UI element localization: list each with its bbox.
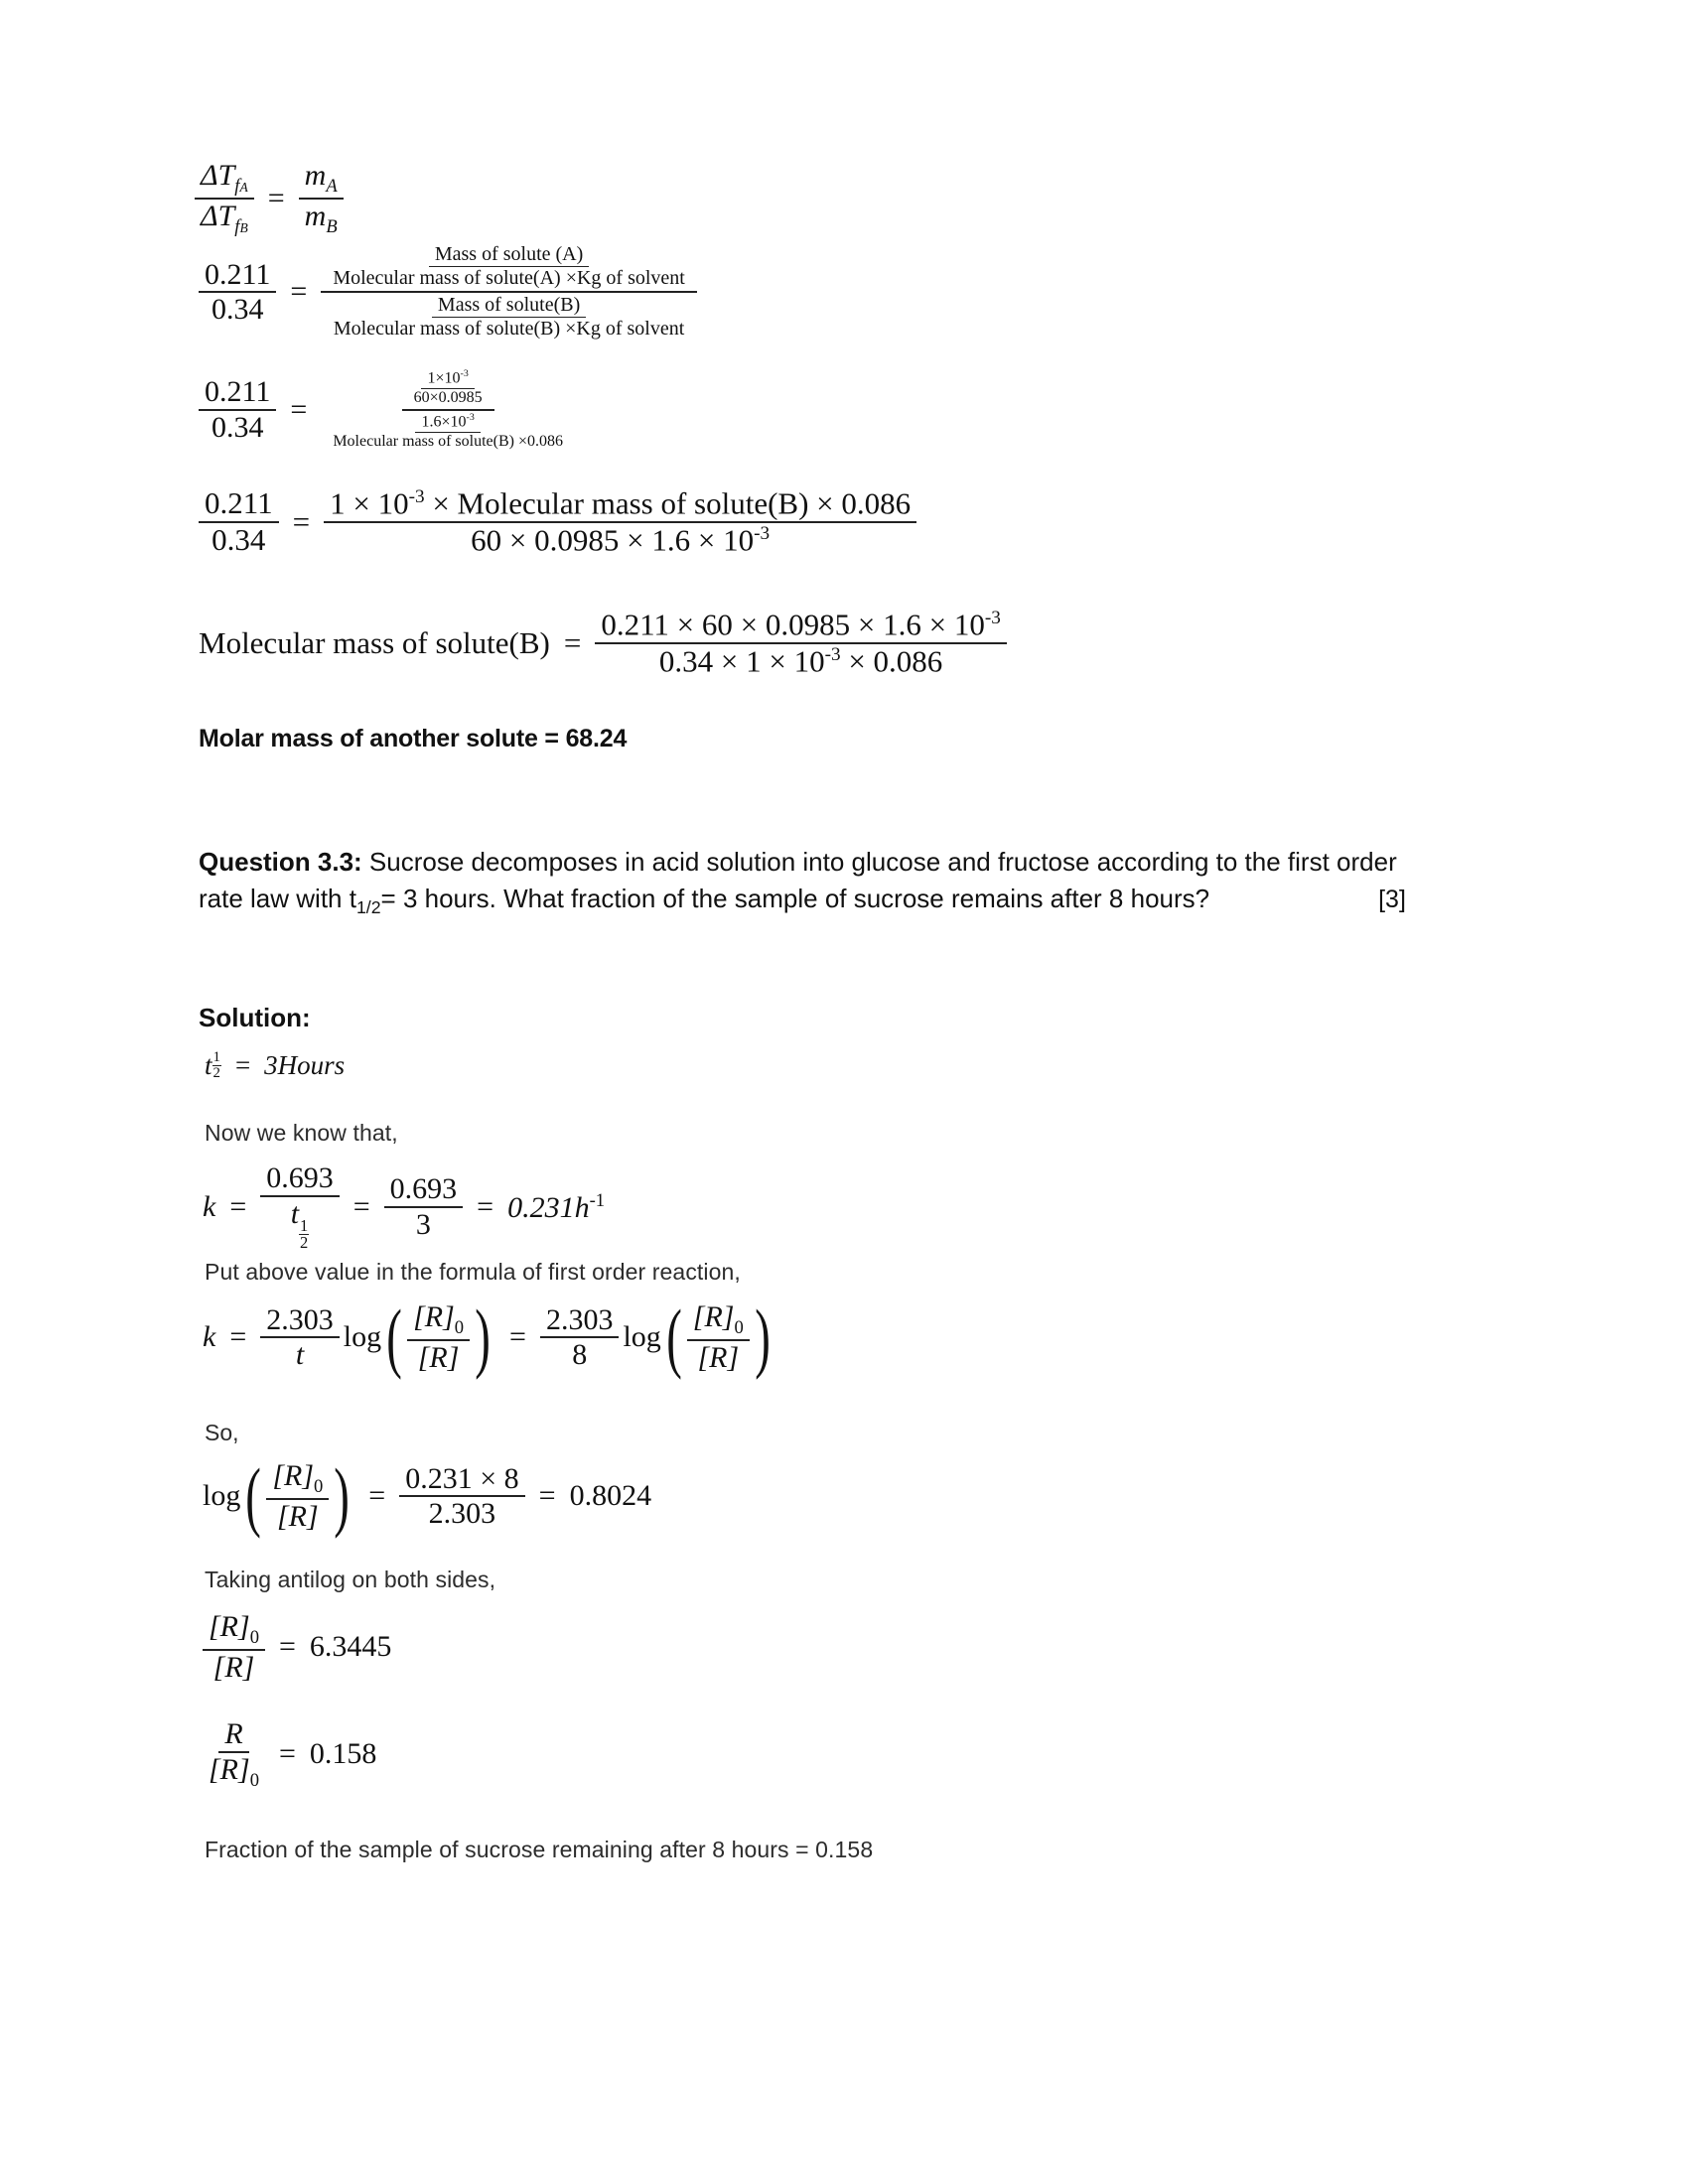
eq10-den: [R] bbox=[212, 1650, 255, 1684]
equals-sign bbox=[265, 1631, 310, 1663]
eq1-rhs-den: m bbox=[304, 199, 327, 232]
eq7-result-exp: -1 bbox=[589, 1189, 606, 1211]
fraction-numeric-a bbox=[408, 368, 489, 408]
eq2-rhs-bot-num: Mass of solute(B) bbox=[432, 294, 586, 318]
equation-half-life bbox=[205, 1050, 345, 1081]
fraction-R0-over-R bbox=[687, 1300, 750, 1374]
eq5-den-a: 0.34 × 1 × 10 bbox=[658, 643, 825, 679]
equals-sign bbox=[340, 1191, 384, 1223]
eq8-f2-num: 2.303 bbox=[540, 1303, 620, 1339]
half-fraction bbox=[299, 1215, 309, 1253]
fraction-R0-over-R bbox=[266, 1459, 329, 1533]
fraction-0231x8-over-2303 bbox=[399, 1462, 524, 1531]
note-now-we-know: Now we know that, bbox=[205, 1120, 398, 1146]
eq9-f-num: 0.231 × 8 bbox=[399, 1462, 524, 1498]
eq8-r0-num: [R] bbox=[413, 1300, 455, 1333]
fraction-0693-over-3 bbox=[384, 1172, 464, 1241]
eq2-rhs-top-num: Mass of solute (A) bbox=[429, 243, 589, 267]
eq9-result: 0.8024 bbox=[569, 1479, 652, 1513]
eq6-rhs: 3Hours bbox=[264, 1050, 346, 1081]
eq5-num-exp: -3 bbox=[984, 608, 1001, 628]
note-put-above-value: Put above value in the formula of first order reaction, bbox=[205, 1259, 741, 1285]
eq2-rhs-top-den: Molecular mass of solute(A) ×Kg of solvent bbox=[333, 267, 685, 289]
question-text-part2: = 3 hours. What fraction of the sample of sucrose remains after 8 hours? bbox=[380, 883, 1210, 913]
eq3-bot-num: 1.6×10 bbox=[421, 413, 467, 431]
eq3-top-num: 1×10 bbox=[427, 369, 461, 387]
eq11-num: R bbox=[218, 1717, 248, 1753]
question-marks: [3] bbox=[1378, 885, 1406, 913]
eq2-lhs-num: 0.211 bbox=[199, 258, 276, 294]
equation-first-order-formula bbox=[203, 1293, 775, 1380]
eq8-lhs: k bbox=[203, 1320, 216, 1354]
eq4-den-a: 60 × 0.0985 × 1.6 × 10 bbox=[471, 522, 755, 558]
fraction-R-over-R0 bbox=[203, 1717, 265, 1791]
fraction-0693-over-t-half bbox=[260, 1161, 340, 1253]
question-label: Question 3.3: bbox=[199, 847, 362, 877]
fraction-final-computation bbox=[595, 608, 1007, 679]
eq6-half-den: 2 bbox=[212, 1064, 220, 1081]
right-paren: ) bbox=[754, 1293, 771, 1380]
fraction-2303-over-t bbox=[260, 1303, 340, 1372]
molar-mass-result: Molar mass of another solute = 68.24 bbox=[199, 725, 628, 752]
eq4-lhs-num: 0.211 bbox=[199, 486, 279, 523]
eq8-r0-num-2: [R] bbox=[692, 1300, 735, 1333]
right-paren: ) bbox=[475, 1293, 491, 1380]
log-argument-group bbox=[240, 1451, 354, 1539]
eq11-den: [R] bbox=[209, 1752, 250, 1786]
eq1-lhs-num-sub2: A bbox=[239, 180, 248, 195]
eq5-den-b: × 0.086 bbox=[840, 643, 943, 679]
eq3-bot-den: Molecular mass of solute(B) ×0.086 bbox=[333, 433, 563, 451]
eq7-lhs: k bbox=[203, 1190, 216, 1224]
left-paren: ( bbox=[245, 1451, 262, 1539]
equals-sign bbox=[550, 627, 595, 660]
equals-sign bbox=[221, 1051, 264, 1079]
eq8-r0-den-2: [R] bbox=[697, 1340, 740, 1374]
equals-sign bbox=[215, 1191, 260, 1223]
eq4-den-exp: -3 bbox=[754, 522, 771, 544]
fraction-deltaTf-ratio bbox=[195, 159, 254, 237]
right-paren: ) bbox=[334, 1451, 351, 1539]
eq1-rhs-den-sub: B bbox=[326, 215, 338, 237]
equals-sign bbox=[354, 1480, 399, 1512]
equals-sign bbox=[525, 1480, 570, 1512]
equation-concentration-ratio bbox=[203, 1610, 391, 1684]
eq1-lhs-den: ΔT bbox=[201, 199, 235, 232]
eq9-f-den: 2.303 bbox=[428, 1497, 496, 1530]
equals-sign bbox=[279, 506, 324, 539]
eq7-f1-num: 0.693 bbox=[260, 1161, 340, 1197]
eq1-rhs-num: m bbox=[304, 159, 327, 192]
log-argument-group bbox=[381, 1293, 495, 1380]
eq7-f1-den-sym: t bbox=[290, 1196, 300, 1230]
compound-fraction-numeric bbox=[321, 367, 575, 453]
fraction-numeric-b bbox=[327, 412, 569, 452]
equation-ratio-deltaT bbox=[195, 159, 344, 237]
log-argument-group-2 bbox=[661, 1293, 775, 1380]
eq2-rhs-bot-den: Molecular mass of solute(B) ×Kg of solvent bbox=[333, 318, 685, 340]
compound-fraction bbox=[321, 242, 697, 341]
eq4-num-exp: -3 bbox=[408, 486, 425, 507]
note-taking-antilog: Taking antilog on both sides, bbox=[205, 1567, 496, 1592]
eq7-result: 0.231h bbox=[507, 1190, 590, 1224]
equals-sign bbox=[265, 1738, 310, 1770]
eq7-f2-num: 0.693 bbox=[384, 1172, 464, 1208]
equals-sign bbox=[276, 394, 321, 426]
equation-numeric-substitution bbox=[199, 367, 575, 453]
eq11-result: 0.158 bbox=[309, 1737, 377, 1771]
eq5-den-exp: -3 bbox=[824, 643, 841, 665]
eq11-den-sub: 0 bbox=[249, 1769, 259, 1791]
equation-mass-ratio-expanded bbox=[199, 242, 697, 341]
equation-fraction-remaining bbox=[203, 1717, 376, 1791]
eq8-f1-num: 2.303 bbox=[260, 1303, 340, 1339]
fraction-R0-over-R bbox=[407, 1300, 470, 1374]
final-answer-line: Fraction of the sample of sucrose remaining after 8 hours = 0.158 bbox=[205, 1837, 874, 1862]
question-text-part1: Sucrose decomposes in acid solution into glucose and fructose according to the first order rate law with t bbox=[199, 847, 1397, 913]
fraction-0211-034 bbox=[199, 486, 279, 557]
eq2-lhs-den: 0.34 bbox=[211, 293, 264, 326]
fraction-m-ratio bbox=[299, 159, 344, 237]
equation-molecular-mass-solve bbox=[199, 608, 1007, 679]
eq4-num-a: 1 × 10 bbox=[330, 485, 409, 521]
equals-sign bbox=[254, 183, 299, 214]
fraction-R0-over-R bbox=[203, 1610, 265, 1684]
eq4-num-b: × Molecular mass of solute(B) × 0.086 bbox=[424, 485, 912, 521]
equation-rate-constant bbox=[203, 1161, 605, 1253]
log-label: log bbox=[343, 1320, 382, 1354]
eq6-lhs-sym: t bbox=[205, 1050, 212, 1081]
fraction-0211-034 bbox=[199, 258, 276, 327]
left-paren: ( bbox=[386, 1293, 402, 1380]
fraction-2303-over-8 bbox=[540, 1303, 620, 1372]
eq8-f2-den: 8 bbox=[572, 1338, 588, 1371]
eq3-top-den: 60×0.0985 bbox=[413, 389, 483, 407]
fraction-0211-034 bbox=[199, 375, 276, 444]
eq10-result: 6.3445 bbox=[309, 1630, 392, 1664]
question-subscript: 1/2 bbox=[355, 897, 381, 918]
left-paren: ( bbox=[666, 1293, 682, 1380]
eq8-r0-den: [R] bbox=[417, 1340, 460, 1374]
fraction-solute-b bbox=[328, 294, 690, 341]
question-block bbox=[199, 844, 1440, 920]
eq5-num-a: 0.211 × 60 × 0.0985 × 1.6 × 10 bbox=[601, 607, 985, 642]
equation-log-value bbox=[203, 1451, 652, 1539]
eq5-lhs-label: Molecular mass of solute(B) bbox=[199, 624, 550, 660]
equals-sign bbox=[215, 1321, 260, 1353]
fraction-solute-a bbox=[327, 243, 691, 290]
eq1-rhs-num-sub: A bbox=[326, 176, 338, 197]
eq8-r0-sub: 0 bbox=[454, 1317, 465, 1338]
log-label: log bbox=[623, 1320, 661, 1354]
eq7-f1-half-den: 2 bbox=[300, 1233, 309, 1253]
eq3-lhs-den: 0.34 bbox=[211, 410, 264, 444]
equals-sign bbox=[463, 1191, 507, 1223]
eq9-r0-den: [R] bbox=[276, 1499, 319, 1533]
half-fraction bbox=[212, 1050, 221, 1081]
note-so: So, bbox=[205, 1420, 239, 1445]
equals-sign bbox=[276, 276, 321, 308]
eq1-lhs-num-sub: f bbox=[234, 176, 240, 197]
eq10-num: [R] bbox=[209, 1610, 250, 1643]
eq9-r0-sub: 0 bbox=[314, 1476, 324, 1497]
eq3-bot-num-exp: -3 bbox=[466, 411, 475, 423]
eq6-half-num: 1 bbox=[212, 1049, 220, 1065]
eq1-lhs-num: ΔT bbox=[201, 159, 235, 192]
solution-label: Solution: bbox=[199, 1003, 311, 1032]
eq3-top-num-exp: -3 bbox=[460, 368, 469, 379]
eq10-num-sub: 0 bbox=[249, 1627, 259, 1648]
eq3-lhs-num: 0.211 bbox=[199, 375, 276, 411]
eq9-r0-num: [R] bbox=[272, 1459, 315, 1492]
eq1-lhs-den-sub: f bbox=[234, 215, 240, 237]
eq7-f2-den: 3 bbox=[415, 1207, 431, 1241]
eq4-lhs-den: 0.34 bbox=[211, 521, 266, 557]
log-label: log bbox=[203, 1479, 241, 1513]
eq8-r0-sub-2: 0 bbox=[734, 1317, 744, 1338]
eq8-f1-den: t bbox=[295, 1338, 305, 1371]
eq7-f1-half-num: 1 bbox=[300, 1215, 309, 1235]
fraction-simplified bbox=[324, 486, 916, 558]
equals-sign bbox=[495, 1321, 540, 1353]
eq1-lhs-den-sub2: B bbox=[239, 219, 248, 235]
equation-simplified-ratio bbox=[199, 486, 916, 558]
